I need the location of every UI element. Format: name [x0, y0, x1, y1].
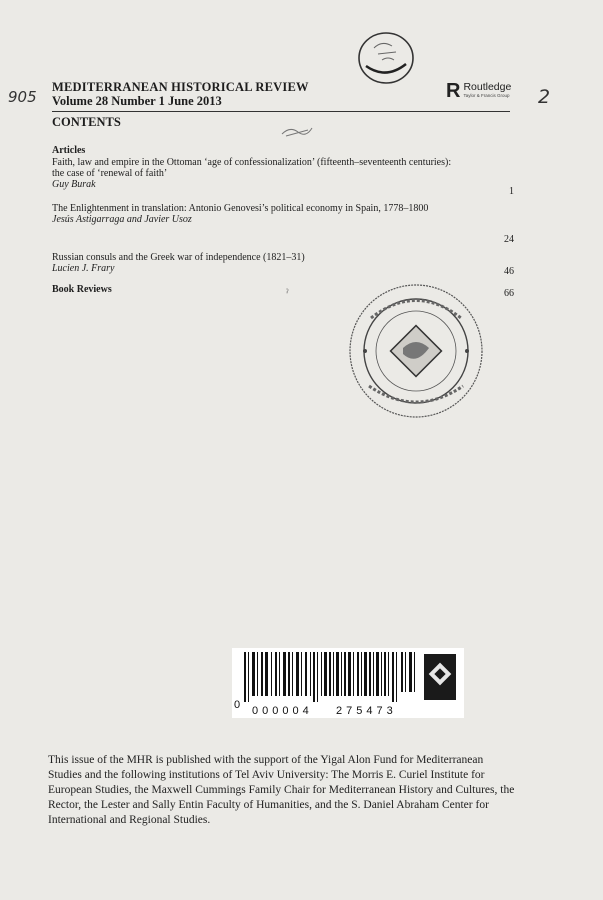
handwritten-number-right: 2: [538, 86, 551, 108]
articles-heading: Articles: [52, 145, 86, 156]
contents-heading: CONTENTS: [52, 115, 121, 129]
support-footnote: This issue of the MHR is published with the support of the Yigal Alon Fund for Mediterranean Studies and the following institutions of Tel Aviv University: The Morris E. Curiel Institute for European Studies, the Maxwell Cummings Family Chair for Mediterranean History and Cultures, the Rector, the Lester and Sally Entin Faculty of Humanities, and the S. Daniel Abraham Center for International and Regional Studies.: [48, 754, 515, 826]
barcode: [232, 648, 464, 718]
book-reviews-page-number: 66: [504, 288, 514, 299]
routledge-r-icon: R: [446, 80, 461, 102]
circular-stamp-icon: [356, 30, 416, 86]
library-stamp-icon: [341, 278, 491, 424]
article-page-number: 46: [504, 266, 514, 277]
barcode-digits-group-1: 000004: [252, 705, 313, 717]
pen-scribble-icon: [280, 124, 314, 138]
issue-line: Volume 28 Number 1 June 2013: [52, 94, 222, 108]
barcode-first-digit: 0: [234, 699, 241, 711]
publisher-logo: [446, 82, 511, 100]
publisher-name: Routledge: [463, 81, 512, 93]
article-page-number: 1: [509, 186, 514, 197]
barcode-digits-group-2: 275473: [336, 705, 397, 717]
article-entry: [52, 203, 452, 225]
publisher-subline: Taylor & Francis Group: [463, 93, 510, 98]
article-authors: Lucien J. Frary: [52, 263, 115, 275]
article-entry: [52, 157, 452, 191]
article-authors: Jesús Astigarraga and Javier Usoz: [52, 214, 192, 226]
article-title: Faith, law and empire in the Ottoman ‘age of confessionalization’ (fifteenth–seventeenth centuries): the case of ‘renewal of faith’: [52, 157, 452, 180]
pen-mark-icon: ˀ: [286, 288, 289, 299]
article-page-number: 24: [504, 234, 514, 245]
publisher-text: [463, 82, 511, 98]
article-entry: [52, 252, 452, 274]
book-reviews-heading: Book Reviews: [52, 284, 112, 295]
article-title: Russian consuls and the Greek war of independence (1821–31): [52, 252, 305, 263]
journal-title: MEDITERRANEAN HISTORICAL REVIEW: [52, 80, 309, 94]
header-rule: [52, 111, 510, 112]
article-title: The Enlightenment in translation: Antonio Genovesi’s political economy in Spain, 1778–1800: [52, 203, 429, 214]
handwritten-number-left: 905: [8, 88, 37, 106]
article-authors: Guy Burak: [52, 179, 96, 191]
